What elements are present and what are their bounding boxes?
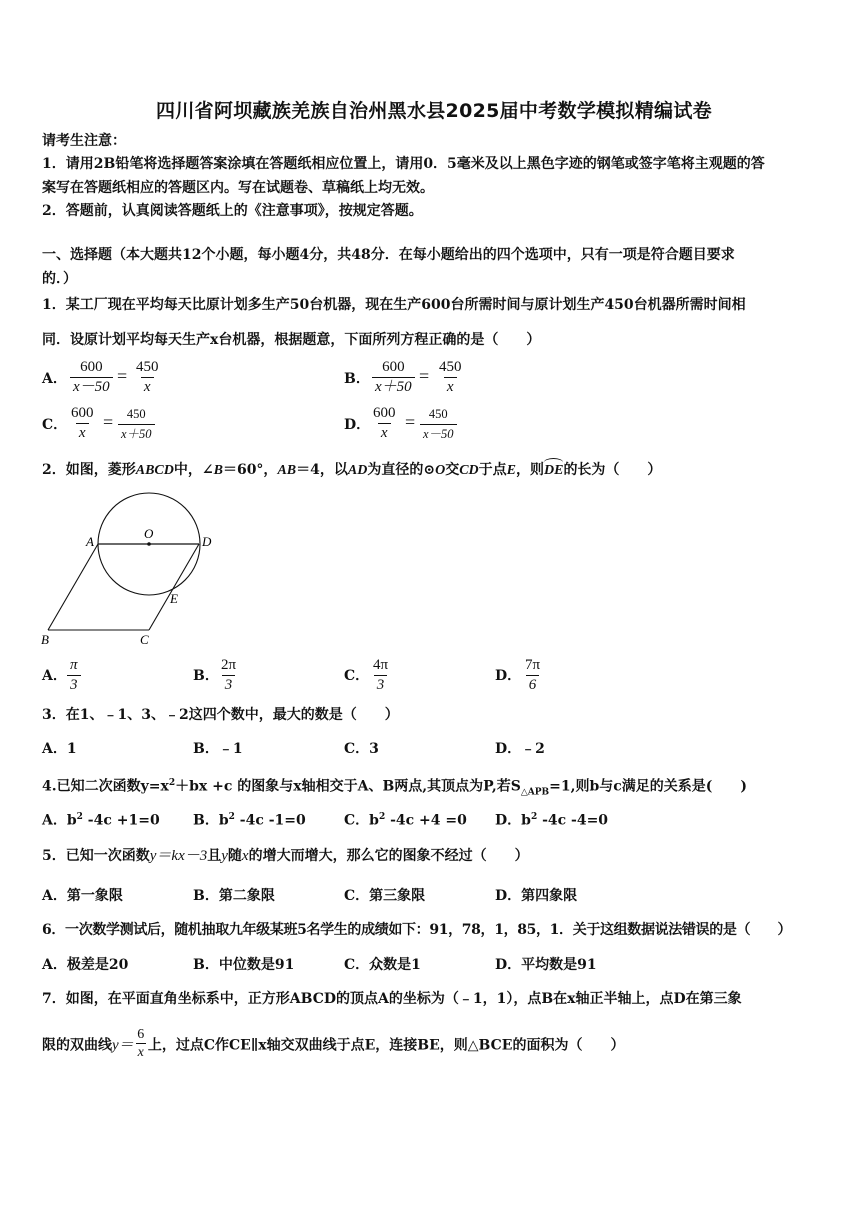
page-title: 四川省阿坝藏族羌族自治州黑水县2025届中考数学模拟精编试卷 bbox=[156, 100, 712, 122]
label-c: C bbox=[140, 632, 149, 647]
q3-option-b: B．﹣1 bbox=[193, 741, 243, 757]
q5-option-b: B．第二象限 bbox=[193, 888, 275, 904]
q1-stem-line-1: 1．某工厂现在平均每天比原计划多生产50台机器，现在生产600台所需时间与原计划生产450台机器所需时间相 bbox=[42, 297, 746, 313]
section-header-line-1: 一、选择题（本大题共12个小题，每小题4分，共48分．在每小题给出的四个选项中，只有一项是符合题目要求 bbox=[42, 247, 735, 263]
arc-de: DE bbox=[544, 461, 563, 481]
q6-option-d: D．平均数是91 bbox=[495, 957, 597, 973]
equals-sign: = bbox=[419, 366, 430, 386]
fraction: $\frac{450}{x}$ bbox=[439, 359, 462, 395]
segment-cd bbox=[149, 544, 199, 630]
fraction: $\frac{600}{x+50}$ bbox=[372, 358, 415, 397]
q1-stem-line-2: 同．设原计划平均每天生产x台机器，根据题意，下面所列方程正确的是（ ） bbox=[42, 332, 541, 348]
q3-stem: 3．在1、﹣1、3、﹣2这四个数中，最大的数是（ ） bbox=[42, 707, 399, 723]
q7-stem-line-1: 7．如图，在平面直角坐标系中，正方形ABCD的顶点A的坐标为（﹣1，1），点B在x轴正半轴上，点D在第三象 bbox=[42, 991, 742, 1007]
equals-sign: = bbox=[103, 412, 114, 432]
section-header-line-2: 的．） bbox=[42, 271, 77, 287]
notice-line-2: 2．答题前，认真阅读答题纸上的《注意事项》，按规定答题。 bbox=[42, 203, 423, 219]
q6-option-b: B．中位数是91 bbox=[193, 957, 295, 973]
label-e: E bbox=[170, 591, 178, 606]
option-label: A． bbox=[42, 371, 67, 387]
q3-option-a: A．1 bbox=[42, 741, 77, 757]
option-label: B． bbox=[193, 668, 219, 684]
fraction: $\frac{600}{x-50}$ bbox=[70, 358, 113, 397]
label-d: D bbox=[202, 534, 212, 549]
q4-option-a: A．$b^2$ -4c +1=0 bbox=[42, 812, 160, 829]
notice-line-1b: 案写在答题纸相应的答题区内。写在试题卷、草稿纸上均无效。 bbox=[42, 180, 434, 196]
q3-option-d: D．﹣2 bbox=[495, 741, 545, 757]
option-label: C． bbox=[42, 417, 68, 433]
label-o: O bbox=[144, 526, 154, 541]
rhombus-circle-figure bbox=[38, 488, 228, 653]
fraction: $\frac{600}{x}$ bbox=[373, 405, 396, 441]
equals-sign: = bbox=[405, 412, 416, 432]
q6-option-a: A．极差是20 bbox=[42, 957, 129, 973]
option-label: B． bbox=[344, 371, 370, 387]
fraction: $\frac{4\pi}{3}$ bbox=[373, 657, 389, 693]
fraction: $\frac{\pi}{3}$ bbox=[67, 656, 81, 695]
q6-option-c: C．众数是1 bbox=[344, 957, 421, 973]
q7-stem-line-2: 限的双曲线y＝ $\frac{6}{x}$ 上，过点C作CE∥x轴交双曲线于点E，连接BE，则△BCE的面积为（ ） bbox=[42, 1027, 625, 1060]
q4-option-c: C．$b^2$ -4c +4 =0 bbox=[344, 812, 467, 829]
notice-heading: 请考生注意： bbox=[42, 133, 126, 149]
option-label: D． bbox=[344, 417, 371, 433]
fraction: $\frac{7\pi}{6}$ bbox=[525, 657, 541, 693]
fraction: $\frac{450}{x-50}$ bbox=[420, 405, 457, 444]
q4-stem: 4.已知二次函数$y=x^2+bx +c$ 的图象与x轴相交于A、B两点,其顶点为P,若$S_{\triangle APB}=1$,则b与c满足的关系是( ) bbox=[42, 778, 748, 798]
fraction: $\frac{2\pi}{3}$ bbox=[221, 657, 237, 693]
q4-option-b: B．$b^2$ -4c -1=0 bbox=[193, 812, 306, 829]
fraction: $\frac{450}{x}$ bbox=[136, 359, 159, 395]
segment-ab bbox=[48, 544, 98, 630]
q5-option-a: A．第一象限 bbox=[42, 888, 123, 904]
q5-stem: 5．已知一次函数y＝kx－3且y随x的增大而增大，那么它的图象不经过（ ） bbox=[42, 848, 529, 864]
option-label: C． bbox=[344, 668, 370, 684]
q5-option-c: C．第三象限 bbox=[344, 888, 426, 904]
fraction: $\frac{600}{x}$ bbox=[71, 405, 94, 441]
q5-option-d: D．第四象限 bbox=[495, 888, 578, 904]
q3-option-c: C．3 bbox=[344, 741, 379, 757]
fraction: $\frac{450}{x+50}$ bbox=[118, 405, 155, 444]
option-label: D． bbox=[495, 668, 522, 684]
center-point bbox=[147, 542, 151, 546]
equals-sign: = bbox=[117, 366, 128, 386]
label-a: A bbox=[86, 534, 94, 549]
q2-stem: 2．如图，菱形ABCD中，∠B＝60°，AB＝4，以AD为直径的⊙O交CD于点E，则DE的长为（ ） bbox=[42, 460, 832, 481]
q6-stem: 6．一次数学测试后，随机抽取九年级某班5名学生的成绩如下：91，78，1，85，1．关于这组数据说法错误的是（ ） bbox=[42, 922, 792, 938]
q4-option-d: D．$b^2$ -4c -4=0 bbox=[495, 812, 609, 829]
label-b: B bbox=[41, 632, 49, 647]
option-label: A． bbox=[42, 668, 67, 684]
notice-line-1a: 1．请用2B铅笔将选择题答案涂填在答题纸相应位置上，请用0．5毫米及以上黑色字迹的钢笔或签字笔将主观题的答 bbox=[42, 156, 765, 172]
